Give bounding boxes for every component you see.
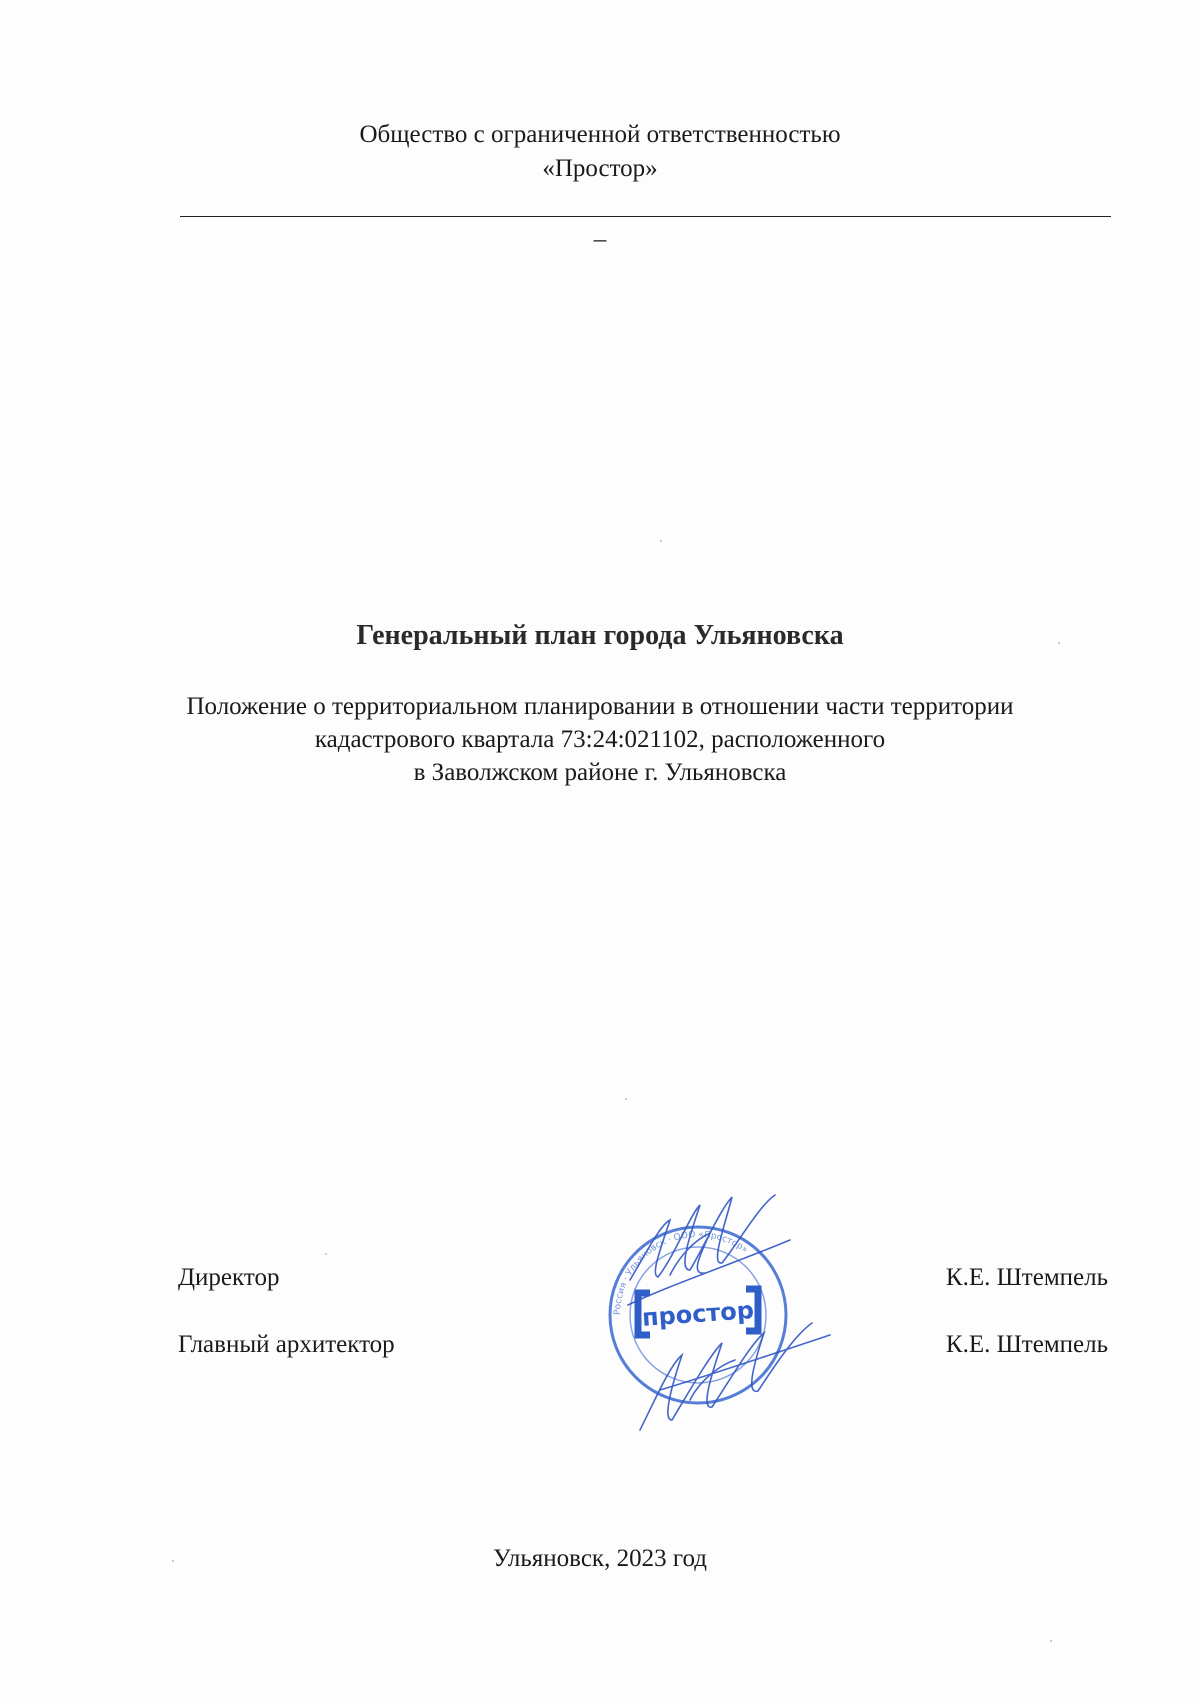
company-stamp-with-signatures [550, 1185, 850, 1445]
subtitle-line-3: в Заволжском районе г. Ульяновска [413, 759, 787, 786]
signature-name: К.Е. Штемпель [945, 1331, 1108, 1358]
organization-header [0, 118, 1200, 186]
signature-name: К.Е. Штемпель [945, 1264, 1108, 1291]
scan-speck [325, 1253, 327, 1255]
scan-speck [1050, 1640, 1052, 1642]
city-and-year: Ульяновск, 2023 год [493, 1545, 707, 1572]
scan-speck [625, 1098, 627, 1100]
stamp-ring-text: Россия · Ульяновск · ООО «Простор» [612, 1229, 750, 1316]
scan-speck [1058, 642, 1060, 644]
signature-role: Директор [178, 1264, 280, 1291]
scan-speck [660, 540, 662, 542]
organization-name-line-1: Общество с ограниченной ответственностью [359, 121, 841, 148]
subtitle-line-2: кадастрового квартала 73:24:021102, расположенного [314, 726, 886, 753]
header-dash: – [593, 226, 607, 253]
header-divider [180, 216, 1111, 217]
signature-role: Главный архитектор [178, 1331, 395, 1358]
organization-name-line-2: «Простор» [542, 155, 658, 182]
scan-speck [172, 1560, 174, 1562]
document-title: Генеральный план города Ульяновска [356, 620, 844, 651]
stamp-logo-text: простор [641, 1296, 755, 1332]
subtitle-line-1: Положение о территориальном планировании в отношении части территории [186, 693, 1014, 720]
document-subtitle [0, 690, 1200, 789]
